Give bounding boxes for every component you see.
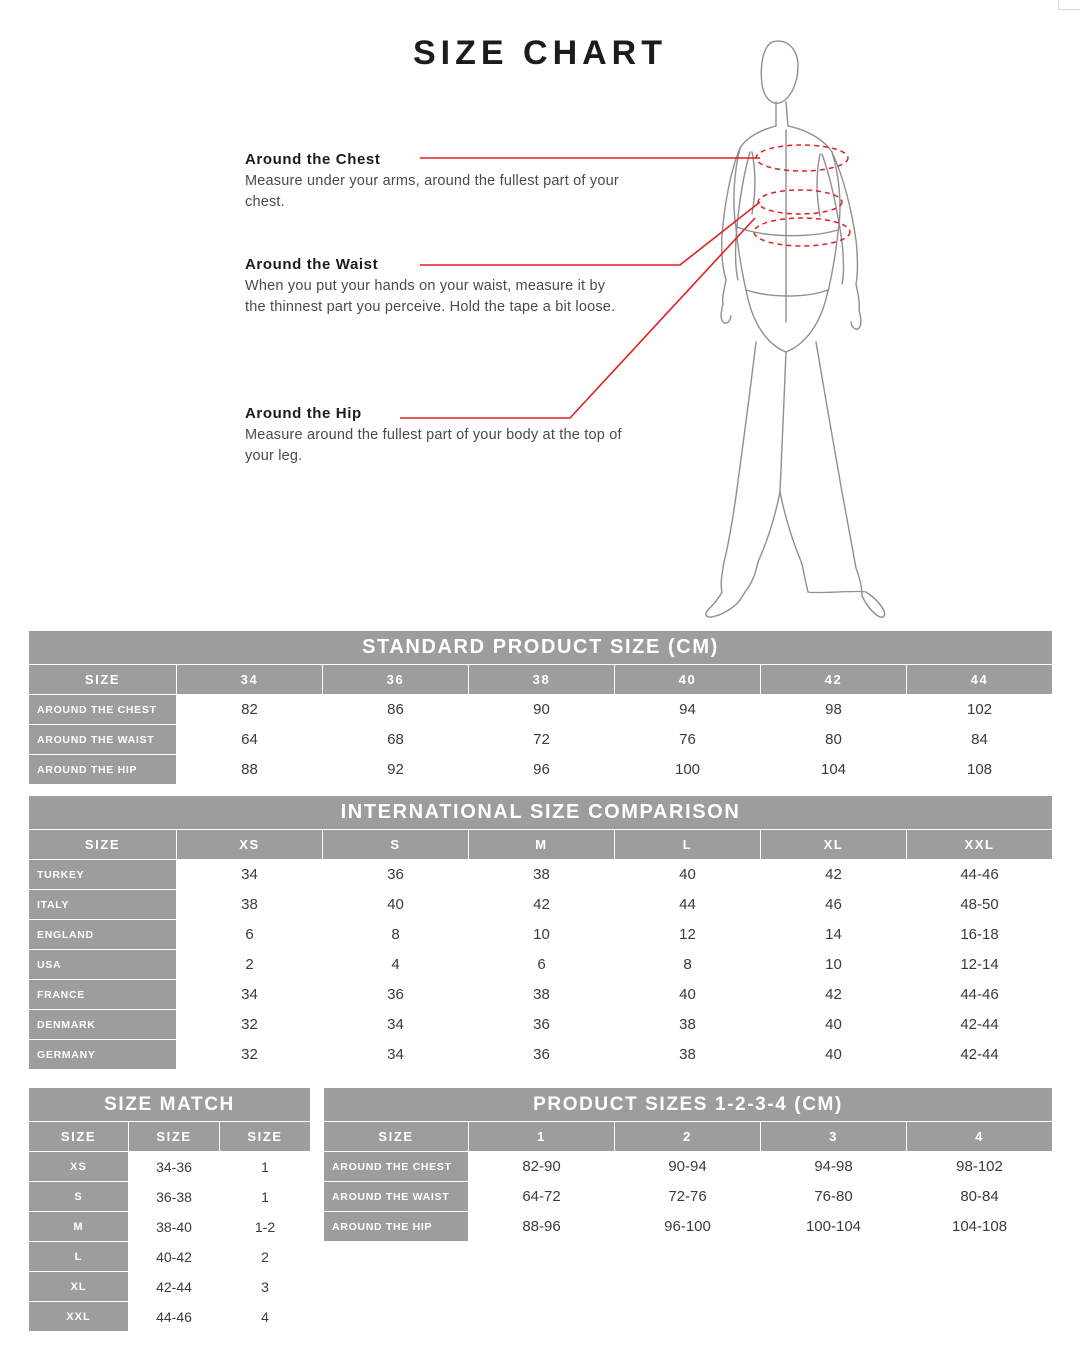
match-cell-3-0: 40-42	[129, 1242, 220, 1272]
standard-col-5: 44	[907, 665, 1053, 695]
psizes-row-0-label: AROUND THE CHEST	[324, 1152, 469, 1182]
psizes-cell-1-1: 72-76	[615, 1182, 761, 1212]
standard-cell-1-2: 72	[469, 725, 615, 755]
intl-row-6-label: GERMANY	[29, 1040, 177, 1070]
psizes-cell-0-3: 98-102	[907, 1152, 1053, 1182]
callout-waist-desc: When you put your hands on your waist, measure it by the thinnest part you perceive. Hold the tape a bit loose.	[245, 278, 616, 315]
table-row	[29, 755, 1053, 785]
table-row	[29, 1182, 311, 1212]
intl-cell-1-5: 48-50	[907, 890, 1053, 920]
intl-row-4-label: FRANCE	[29, 980, 177, 1010]
table-header-row	[29, 1122, 311, 1152]
standard-cell-1-3: 76	[615, 725, 761, 755]
table-row	[29, 950, 1053, 980]
standard-cell-2-3: 100	[615, 755, 761, 785]
intl-col-5: XXL	[907, 830, 1053, 860]
intl-row-1-label: ITALY	[29, 890, 177, 920]
match-cell-1-0: 36-38	[129, 1182, 220, 1212]
intl-cell-5-0: 32	[177, 1010, 323, 1040]
table-header-row	[29, 830, 1053, 860]
intl-cell-1-2: 42	[469, 890, 615, 920]
intl-cell-0-1: 36	[323, 860, 469, 890]
intl-corner-label: SIZE	[29, 830, 177, 860]
psizes-table-banner: PRODUCT SIZES 1-2-3-4 (CM)	[324, 1088, 1053, 1122]
table-banner-row	[29, 631, 1053, 665]
intl-cell-1-0: 38	[177, 890, 323, 920]
intl-cell-3-3: 8	[615, 950, 761, 980]
standard-cell-2-1: 92	[323, 755, 469, 785]
intl-cell-6-3: 38	[615, 1040, 761, 1070]
table-row	[29, 1302, 311, 1332]
intl-cell-1-4: 46	[761, 890, 907, 920]
match-cell-4-0: 42-44	[129, 1272, 220, 1302]
standard-cell-2-5: 108	[907, 755, 1053, 785]
intl-cell-2-1: 8	[323, 920, 469, 950]
page-title: SIZE CHART	[413, 34, 667, 72]
table-banner-row	[324, 1088, 1053, 1122]
callout-chest	[245, 151, 625, 213]
intl-cell-6-0: 32	[177, 1040, 323, 1070]
standard-row-0-label: AROUND THE CHEST	[29, 695, 177, 725]
standard-cell-1-5: 84	[907, 725, 1053, 755]
psizes-cell-2-1: 96-100	[615, 1212, 761, 1242]
intl-cell-4-2: 38	[469, 980, 615, 1010]
table-row	[324, 1152, 1053, 1182]
intl-cell-6-2: 36	[469, 1040, 615, 1070]
psizes-cell-0-2: 94-98	[761, 1152, 907, 1182]
size-match-table	[28, 1087, 311, 1332]
standard-cell-0-2: 90	[469, 695, 615, 725]
match-cell-5-0: 44-46	[129, 1302, 220, 1332]
match-cell-2-0: 38-40	[129, 1212, 220, 1242]
intl-col-1: S	[323, 830, 469, 860]
intl-col-3: L	[615, 830, 761, 860]
intl-cell-4-0: 34	[177, 980, 323, 1010]
table-banner-row	[29, 1088, 311, 1122]
standard-table-banner: STANDARD PRODUCT SIZE (CM)	[29, 631, 1053, 665]
table-banner-row	[29, 796, 1053, 830]
standard-col-0: 34	[177, 665, 323, 695]
match-cell-4-1: 3	[220, 1272, 311, 1302]
intl-cell-5-2: 36	[469, 1010, 615, 1040]
intl-cell-3-2: 6	[469, 950, 615, 980]
intl-cell-2-0: 6	[177, 920, 323, 950]
intl-cell-2-2: 10	[469, 920, 615, 950]
standard-corner-label: SIZE	[29, 665, 177, 695]
callout-chest-title: Around the Chest	[245, 151, 384, 168]
match-cell-0-1: 1	[220, 1152, 311, 1182]
international-size-comparison-table	[28, 795, 1053, 1070]
intl-cell-1-1: 40	[323, 890, 469, 920]
table-row	[29, 1242, 311, 1272]
psizes-col-3: 4	[907, 1122, 1053, 1152]
standard-col-3: 40	[615, 665, 761, 695]
match-col-1: SIZE	[129, 1122, 220, 1152]
intl-col-0: XS	[177, 830, 323, 860]
intl-cell-6-1: 34	[323, 1040, 469, 1070]
table-row	[29, 695, 1053, 725]
intl-row-3-label: USA	[29, 950, 177, 980]
intl-cell-0-0: 34	[177, 860, 323, 890]
standard-cell-0-1: 86	[323, 695, 469, 725]
table-header-row	[29, 665, 1053, 695]
standard-col-4: 42	[761, 665, 907, 695]
callout-waist	[245, 256, 625, 318]
table-row	[29, 1040, 1053, 1070]
table-row	[29, 890, 1053, 920]
intl-cell-3-1: 4	[323, 950, 469, 980]
table-row	[29, 1152, 311, 1182]
table-row	[324, 1182, 1053, 1212]
intl-cell-0-3: 40	[615, 860, 761, 890]
intl-row-0-label: TURKEY	[29, 860, 177, 890]
callout-hip-desc: Measure around the fullest part of your body at the top of your leg.	[245, 427, 622, 464]
psizes-cell-0-1: 90-94	[615, 1152, 761, 1182]
intl-cell-0-4: 42	[761, 860, 907, 890]
match-cell-1-1: 1	[220, 1182, 311, 1212]
standard-cell-0-4: 98	[761, 695, 907, 725]
intl-cell-5-4: 40	[761, 1010, 907, 1040]
psizes-row-1-label: AROUND THE WAIST	[324, 1182, 469, 1212]
standard-cell-0-5: 102	[907, 695, 1053, 725]
psizes-row-2-label: AROUND THE HIP	[324, 1212, 469, 1242]
match-cell-5-1: 4	[220, 1302, 311, 1332]
psizes-cell-2-0: 88-96	[469, 1212, 615, 1242]
table-row	[29, 980, 1053, 1010]
match-cell-2-1: 1-2	[220, 1212, 311, 1242]
intl-cell-5-1: 34	[323, 1010, 469, 1040]
standard-col-1: 36	[323, 665, 469, 695]
standard-cell-2-0: 88	[177, 755, 323, 785]
intl-cell-5-5: 42-44	[907, 1010, 1053, 1040]
product-sizes-table	[323, 1087, 1053, 1242]
psizes-cell-0-0: 82-90	[469, 1152, 615, 1182]
table-row	[29, 1010, 1053, 1040]
intl-cell-5-3: 38	[615, 1010, 761, 1040]
intl-cell-4-4: 42	[761, 980, 907, 1010]
psizes-col-1: 2	[615, 1122, 761, 1152]
intl-cell-3-5: 12-14	[907, 950, 1053, 980]
match-cell-0-0: 34-36	[129, 1152, 220, 1182]
standard-cell-1-0: 64	[177, 725, 323, 755]
table-row	[29, 1272, 311, 1302]
callout-chest-desc: Measure under your arms, around the fullest part of your chest.	[245, 173, 619, 210]
psizes-cell-2-3: 104-108	[907, 1212, 1053, 1242]
standard-cell-0-3: 94	[615, 695, 761, 725]
intl-cell-2-4: 14	[761, 920, 907, 950]
intl-cell-6-5: 42-44	[907, 1040, 1053, 1070]
table-row	[29, 860, 1053, 890]
intl-cell-4-5: 44-46	[907, 980, 1053, 1010]
intl-row-5-label: DENMARK	[29, 1010, 177, 1040]
table-row	[29, 920, 1053, 950]
intl-cell-4-3: 40	[615, 980, 761, 1010]
match-row-0-label: XS	[29, 1152, 129, 1182]
table-row	[29, 725, 1053, 755]
match-col-0: SIZE	[29, 1122, 129, 1152]
intl-cell-4-1: 36	[323, 980, 469, 1010]
match-row-4-label: XL	[29, 1272, 129, 1302]
psizes-cell-1-0: 64-72	[469, 1182, 615, 1212]
callout-hip-title: Around the Hip	[245, 405, 366, 422]
psizes-cell-2-2: 100-104	[761, 1212, 907, 1242]
standard-row-1-label: AROUND THE WAIST	[29, 725, 177, 755]
table-row	[29, 1212, 311, 1242]
standard-product-size-table	[28, 630, 1053, 785]
standard-cell-1-4: 80	[761, 725, 907, 755]
match-row-5-label: XXL	[29, 1302, 129, 1332]
intl-cell-3-0: 2	[177, 950, 323, 980]
match-row-2-label: M	[29, 1212, 129, 1242]
intl-cell-3-4: 10	[761, 950, 907, 980]
intl-cell-0-2: 38	[469, 860, 615, 890]
intl-table-banner: INTERNATIONAL SIZE COMPARISON	[29, 796, 1053, 830]
intl-col-2: M	[469, 830, 615, 860]
callout-hip	[245, 405, 625, 467]
standard-cell-0-0: 82	[177, 695, 323, 725]
intl-cell-2-3: 12	[615, 920, 761, 950]
intl-col-4: XL	[761, 830, 907, 860]
intl-cell-6-4: 40	[761, 1040, 907, 1070]
match-col-2: SIZE	[220, 1122, 311, 1152]
standard-col-2: 38	[469, 665, 615, 695]
standard-row-2-label: AROUND THE HIP	[29, 755, 177, 785]
intl-cell-2-5: 16-18	[907, 920, 1053, 950]
match-cell-3-1: 2	[220, 1242, 311, 1272]
psizes-col-2: 3	[761, 1122, 907, 1152]
intl-cell-0-5: 44-46	[907, 860, 1053, 890]
match-row-1-label: S	[29, 1182, 129, 1212]
table-header-row	[324, 1122, 1053, 1152]
psizes-corner-label: SIZE	[324, 1122, 469, 1152]
standard-cell-2-4: 104	[761, 755, 907, 785]
match-row-3-label: L	[29, 1242, 129, 1272]
match-table-banner: SIZE MATCH	[29, 1088, 311, 1122]
intl-cell-1-3: 44	[615, 890, 761, 920]
standard-cell-1-1: 68	[323, 725, 469, 755]
intl-row-2-label: ENGLAND	[29, 920, 177, 950]
psizes-cell-1-3: 80-84	[907, 1182, 1053, 1212]
callout-waist-title: Around the Waist	[245, 256, 382, 273]
table-row	[324, 1212, 1053, 1242]
psizes-col-0: 1	[469, 1122, 615, 1152]
standard-cell-2-2: 96	[469, 755, 615, 785]
psizes-cell-1-2: 76-80	[761, 1182, 907, 1212]
measurement-illustration	[0, 0, 1080, 625]
